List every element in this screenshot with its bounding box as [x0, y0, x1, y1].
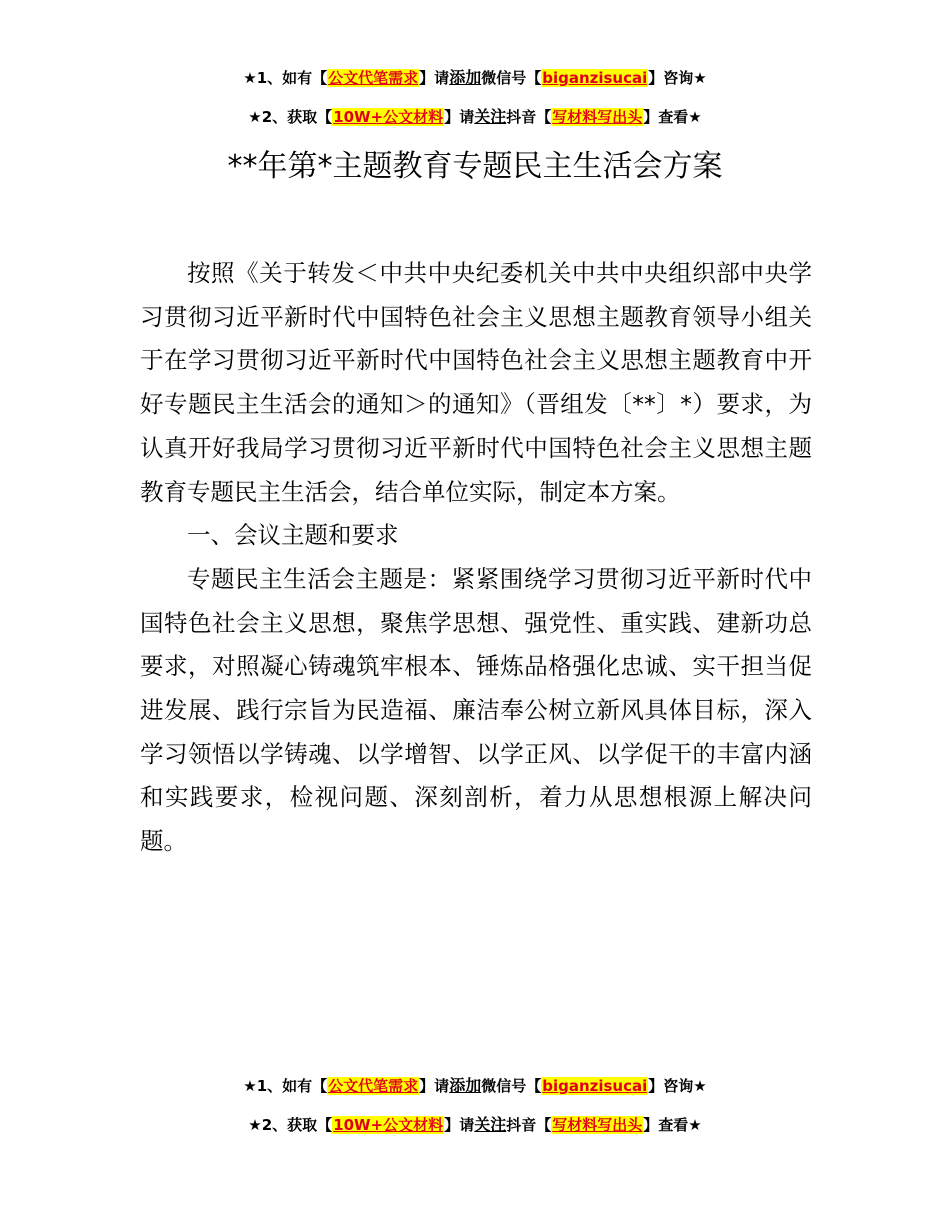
document-body [140, 252, 812, 864]
promo-text: 】请 [444, 1116, 475, 1134]
promo-emphasis: 关注 [474, 1115, 507, 1134]
promo-text: 】咨询★ [648, 69, 707, 87]
promo-emphasis: 添加 [449, 68, 482, 87]
promo-highlight-douyin: 写材料写出头 [552, 1116, 643, 1134]
promo-line-1-top [0, 68, 950, 88]
promo-line-2-bottom [0, 1115, 950, 1135]
paragraph-intro: 按照《关于转发＜中共中央纪委机关中共中央组织部中央学习贯彻习近平新时代中国特色社会主义思想主题教育领导小组关于在学习贯彻习近平新时代中国特色社会主义思想主题教育中开好专题民主生活会的通知＞的通知》（晋组发〔**〕*）要求，为认真开好我局学习贯彻习近平新时代中国特色社会主义思想主题教育专题民主生活会，结合单位实际，制定本方案。 [140, 259, 812, 506]
promo-text: ★2、获取【 [248, 108, 333, 126]
promo-text: 】查看★ [643, 1116, 702, 1134]
section-heading: 一、会议主题和要求 [187, 521, 399, 550]
promo-highlight-materials: 10W+公文材料 [333, 108, 444, 126]
promo-highlight-service: 公文代笔需求 [328, 69, 419, 87]
promo-highlight-wechat-id: biganzisucai [542, 1077, 648, 1095]
promo-text: 微信号【 [481, 69, 542, 87]
promo-text: ★1、如有【 [243, 1077, 328, 1095]
promo-highlight-materials: 10W+公文材料 [333, 1116, 444, 1134]
promo-highlight-service: 公文代笔需求 [328, 1077, 419, 1095]
promo-highlight-douyin: 写材料写出头 [552, 108, 643, 126]
promo-text: 】咨询★ [648, 1077, 707, 1095]
promo-text: 微信号【 [481, 1077, 542, 1095]
promo-text: 】请 [444, 108, 475, 126]
promo-highlight-wechat-id: biganzisucai [542, 69, 648, 87]
promo-line-1-bottom [0, 1076, 950, 1096]
promo-emphasis: 添加 [449, 1076, 482, 1095]
promo-text: 抖音【 [506, 108, 552, 126]
promo-text: ★2、获取【 [248, 1116, 333, 1134]
promo-text: ★1、如有【 [243, 69, 328, 87]
promo-text: 】查看★ [643, 108, 702, 126]
promo-emphasis: 关注 [474, 107, 507, 126]
promo-text: 】请 [419, 1077, 450, 1095]
promo-line-2-top [0, 107, 950, 127]
document-title: **年第*主题教育专题民主生活会方案 [227, 149, 723, 184]
promo-text: 抖音【 [506, 1116, 552, 1134]
paragraph-theme: 专题民主生活会主题是：紧紧围绕学习贯彻习近平新时代中国特色社会主义思想，聚焦学思想、强党性、重实践、建新功总要求，对照凝心铸魂筑牢根本、锤炼品格强化忠诚、实干担当促进发展、践行宗旨为民造福、廉洁奉公树立新风具体目标，深入学习领悟以学铸魂、以学增智、以学正风、以学促干的丰富内涵和实践要求，检视问题、深刻剖析，着力从思想根源上解决问题。 [140, 564, 812, 856]
promo-text: 】请 [419, 69, 450, 87]
